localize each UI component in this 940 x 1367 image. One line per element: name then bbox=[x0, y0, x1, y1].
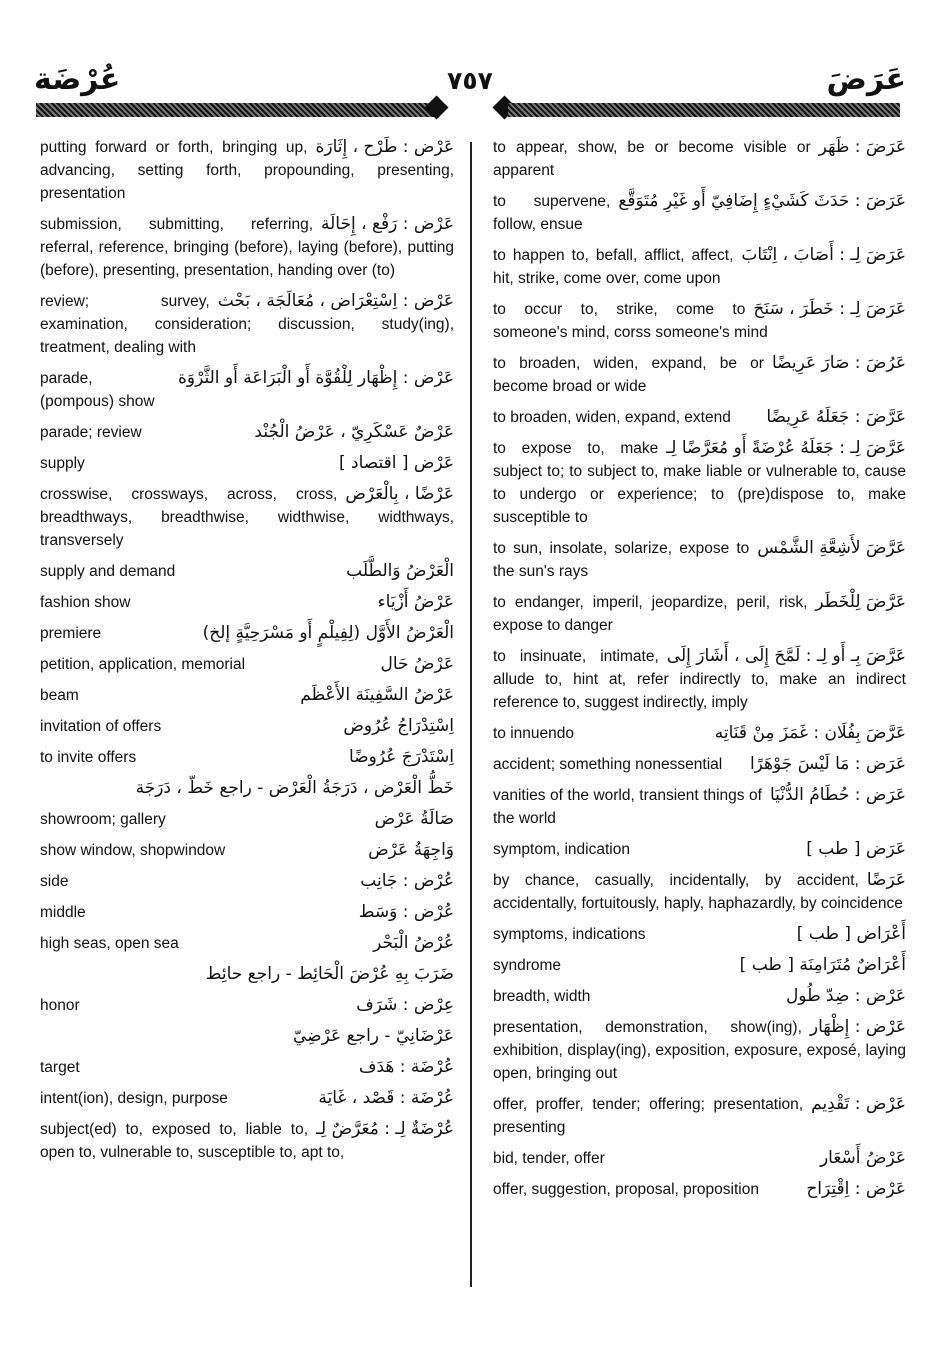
entry-arabic: عَرَضَ لِـ : أَصَابَ ، اِنْتَابَ bbox=[741, 245, 906, 265]
dictionary-entry bbox=[493, 298, 906, 344]
entry-arabic: عَرْضُ حَال bbox=[380, 654, 454, 674]
entry-english: to appear, show, be or become visible or apparent bbox=[493, 139, 811, 179]
dictionary-entry bbox=[40, 367, 454, 413]
entry-arabic: عِرْض : شَرَف bbox=[356, 995, 454, 1015]
entry-english: supply bbox=[40, 455, 85, 472]
dictionary-entry bbox=[493, 954, 906, 977]
entry-arabic: عَرْضُ السَّفِينَة الأَعْظَم bbox=[300, 685, 454, 705]
entry-arabic: عَرْضَانِيّ - راجع عَرْضِيّ bbox=[292, 1026, 454, 1046]
entry-arabic: الْعَرْضُ الأَوَّل (لِفِيلْمٍ أَو مَسْرَحِيَّةٍ إلخ) bbox=[202, 623, 454, 643]
entry-english: subject(ed) to, exposed to, liable to, open to, vulnerable to, susceptible to, apt to, bbox=[40, 1121, 345, 1161]
entry-english: showroom; gallery bbox=[40, 811, 166, 828]
dictionary-entry bbox=[493, 1178, 906, 1201]
entry-arabic: عَرْض : إِظْهَار bbox=[809, 1017, 906, 1037]
dictionary-entry bbox=[40, 653, 454, 676]
header-rule-right bbox=[508, 103, 900, 117]
dictionary-entry bbox=[40, 994, 454, 1017]
dictionary-entry bbox=[40, 483, 454, 552]
dictionary-entry bbox=[40, 290, 454, 359]
entry-english: vanities of the world, transient things of the world bbox=[493, 787, 762, 827]
entry-arabic: الْعَرْضُ وَالطَّلَب bbox=[346, 561, 454, 581]
dictionary-entry bbox=[40, 777, 454, 800]
entry-arabic: عَرَّضَ : جَعَلَهُ عَرِيضًا bbox=[766, 407, 906, 427]
entry-english: honor bbox=[40, 997, 80, 1014]
entry-english: submission, submitting, referring, referral, reference, bringing (before), laying (before), putting (before), presenting, presentation, handing over (to) bbox=[40, 216, 454, 279]
entry-arabic: عَرَّضَ لِلْخَطَر bbox=[815, 592, 906, 612]
entry-arabic: عَرَّضَ بِفُلَان : غَمَزَ مِنْ قَنَاتِه bbox=[714, 723, 906, 743]
dictionary-entry bbox=[493, 352, 906, 398]
dictionary-entry bbox=[493, 753, 906, 776]
right-column bbox=[493, 136, 906, 1209]
dictionary-entry bbox=[40, 870, 454, 893]
entry-english: to insinuate, intimate, allude to, hint at, refer indirectly to, make an indirect reference to, suggest indirectly, imply bbox=[493, 648, 906, 711]
entry-english: syndrome bbox=[493, 957, 562, 974]
entry-english: presentation, demonstration, show(ing), exhibition, display(ing), exposition, exposure, exposé, laying open, bringing out bbox=[493, 1019, 906, 1082]
entry-english: middle bbox=[40, 904, 86, 921]
entry-english: show window, shopwindow bbox=[40, 842, 226, 859]
entry-english: premiere bbox=[40, 625, 102, 642]
entry-arabic: عَرَض : حُطَامُ الدُّنْيَا bbox=[769, 785, 906, 805]
entry-arabic: عَرَضَ : حَدَثَ كَشَيْءٍ إِضَافِيّ أَو غَيْرِ مُتَوَقَّع bbox=[618, 191, 906, 211]
entry-arabic: اِسْتِدْرَاجُ عُرُوض bbox=[343, 716, 454, 736]
entry-english: offer, proffer, tender; offering; presentation, presenting bbox=[493, 1096, 804, 1136]
entry-arabic: عَرَّضَ لأَشِعَّةِ الشَّمْس bbox=[757, 538, 906, 558]
dictionary-entry bbox=[493, 869, 906, 915]
dictionary-entry bbox=[40, 622, 454, 645]
dictionary-entry bbox=[493, 437, 906, 529]
entry-arabic: عَرْض : طَرْح ، إِثَارَة bbox=[315, 137, 454, 157]
dictionary-entry bbox=[493, 1093, 906, 1139]
entry-arabic: عَرْض : رَفْع ، إِحَالَة bbox=[321, 214, 454, 234]
entry-english: intent(ion), design, purpose bbox=[40, 1090, 228, 1107]
entry-english: parade, (pompous) show bbox=[40, 370, 155, 410]
entry-arabic: عُرْضُ الْبَحْر bbox=[373, 933, 454, 953]
dictionary-entry bbox=[40, 839, 454, 862]
entry-arabic: عَرْضٌ عَسْكَرِيّ ، عَرْضُ الْجُنْد bbox=[254, 422, 454, 442]
dictionary-entry bbox=[493, 406, 906, 429]
entry-english: side bbox=[40, 873, 69, 890]
entry-english: high seas, open sea bbox=[40, 935, 179, 952]
header-rule-left bbox=[36, 103, 434, 117]
entry-english: review; survey, examination, consideration; discussion, study(ing), treatment, dealing with bbox=[40, 293, 454, 356]
entry-english: to broaden, widen, expand, be or become broad or wide bbox=[493, 355, 764, 395]
dictionary-entry bbox=[40, 746, 454, 769]
dictionary-entry bbox=[40, 715, 454, 738]
entry-english: to innuendo bbox=[493, 725, 575, 742]
dictionary-entry bbox=[493, 190, 906, 236]
dictionary-entry bbox=[40, 1118, 454, 1164]
entry-arabic: عَرَضًا bbox=[866, 870, 906, 890]
entry-english: offer, suggestion, proposal, proposition bbox=[493, 1181, 759, 1198]
entry-arabic: عَرَضَ لِـ : خَطَرَ ، سَنَحَ bbox=[753, 299, 906, 319]
entry-arabic: عَرَّضَ لِـ : جَعَلَهُ عُرْضَةً أَو مُعَرَّضًا لِـ bbox=[666, 438, 906, 458]
header-guide-word-right: عَرَضَ bbox=[826, 62, 906, 97]
entry-english: to endanger, imperil, jeopardize, peril, risk, expose to danger bbox=[493, 594, 808, 634]
entry-english: by chance, casually, incidentally, by accident, accidentally, fortuitously, haply, haphazardly, by coincidence bbox=[493, 872, 903, 912]
dictionary-entry bbox=[493, 136, 906, 182]
dictionary-entry bbox=[493, 591, 906, 637]
entry-arabic: عُرْضَة : قَصْد ، غَايَة bbox=[318, 1088, 454, 1108]
entry-arabic: عُرْضَة : هَدَف bbox=[358, 1057, 454, 1077]
left-column bbox=[40, 136, 454, 1172]
dictionary-entry bbox=[40, 421, 454, 444]
entry-english: to invite offers bbox=[40, 749, 137, 766]
dictionary-entry bbox=[40, 1056, 454, 1079]
entry-english: target bbox=[40, 1059, 80, 1076]
entry-arabic: عَرْض : اِسْتِعْرَاض ، مُعَالَجَة ، بَحْث bbox=[217, 291, 454, 311]
entry-arabic: عَرَضَ : ظَهَر bbox=[818, 137, 906, 157]
entry-english: bid, tender, offer bbox=[493, 1150, 605, 1167]
entry-arabic: ضَرَبَ بِهِ عُرْضَ الْحَائِط - راجع حائِط bbox=[205, 964, 454, 984]
entry-arabic: عُرْضَةٌ لِـ : مُعَرَّضٌ لِـ bbox=[316, 1119, 454, 1139]
entry-arabic: عَرْضُ أَسْعَار bbox=[819, 1148, 906, 1168]
entry-arabic: عَرَّضَ بِـ أَو لِـ : لَمَّحَ إِلَى ، أَشَارَ إِلَى bbox=[666, 646, 906, 666]
entry-english: symptoms, indications bbox=[493, 926, 646, 943]
dictionary-entry bbox=[493, 985, 906, 1008]
dictionary-entry bbox=[40, 1025, 454, 1048]
dictionary-entry bbox=[40, 901, 454, 924]
entry-english: to occur to, strike, come to someone's mind, corss someone's mind bbox=[493, 301, 768, 341]
entry-arabic: صَالَةُ عَرْض bbox=[374, 809, 454, 829]
entry-english: invitation of offers bbox=[40, 718, 162, 735]
dictionary-entry bbox=[40, 963, 454, 986]
dictionary-entry bbox=[493, 244, 906, 290]
entry-arabic: وَاجِهَةُ عَرْض bbox=[368, 840, 454, 860]
entry-english: to expose to, make subject to; to subject to, make liable or vulnerable to, cause to undergo or experience; to (pre)dispose to, make susceptible to bbox=[493, 440, 906, 526]
dictionary-entry bbox=[40, 808, 454, 831]
dictionary-entry bbox=[493, 923, 906, 946]
dictionary-entry bbox=[40, 560, 454, 583]
dictionary-entry bbox=[40, 684, 454, 707]
entry-arabic: عَرْض : ضِدّ طُول bbox=[785, 986, 906, 1006]
entry-english: to supervene, follow, ensue bbox=[493, 193, 611, 233]
entry-english: putting forward or forth, bringing up, advancing, setting forth, propounding, presenting, presentation bbox=[40, 139, 454, 202]
entry-arabic: عَرُضَ : صَارَ عَرِيضًا bbox=[771, 353, 906, 373]
entry-english: crosswise, crossways, across, cross, breadthways, breadthwise, widthwise, widthways, transversely bbox=[40, 486, 454, 549]
entry-arabic: اِسْتَدْرَجَ عُرُوضًا bbox=[349, 747, 454, 767]
entry-arabic: عَرْض : إِظْهَار لِلْقُوَّة أَو الْبَرَاعَة أَو الثَّرْوَة bbox=[178, 368, 454, 388]
entry-english: to sun, insolate, solarize, expose to the sun's rays bbox=[493, 540, 750, 580]
entry-arabic: عَرَض : مَا لَيْسَ جَوْهَرًا bbox=[749, 754, 906, 774]
entry-arabic: عَرَض [ طب ] bbox=[806, 839, 906, 859]
entry-arabic: عَرْض : اِقْتِرَاح bbox=[806, 1179, 906, 1199]
dictionary-entry bbox=[493, 537, 906, 583]
entry-english: accident; something nonessential bbox=[493, 756, 723, 773]
entry-english: breadth, width bbox=[493, 988, 591, 1005]
dictionary-entry bbox=[40, 591, 454, 614]
entry-arabic: عُرْض : وَسَط bbox=[358, 902, 454, 922]
dictionary-entry bbox=[40, 1087, 454, 1110]
dictionary-entry bbox=[40, 213, 454, 282]
entry-english: beam bbox=[40, 687, 79, 704]
entry-arabic: أَعْرَاض [ طب ] bbox=[796, 924, 906, 944]
header-guide-word-left: عُرْضَة bbox=[34, 62, 121, 97]
entry-english: to broaden, widen, expand, extend bbox=[493, 409, 731, 426]
dictionary-entry bbox=[493, 1016, 906, 1085]
entry-english: petition, application, memorial bbox=[40, 656, 246, 673]
entry-english: fashion show bbox=[40, 594, 131, 611]
dictionary-entry bbox=[493, 722, 906, 745]
entry-english: supply and demand bbox=[40, 563, 176, 580]
entry-arabic: عَرْض : تَقْدِيم bbox=[811, 1094, 906, 1114]
entry-arabic: أَعْرَاضٌ مُتَرَامِنَة [ طب ] bbox=[739, 955, 906, 975]
entry-english: to happen to, befall, afflict, affect, hit, strike, come over, come upon bbox=[493, 247, 734, 287]
page-number: ٧٥٧ bbox=[447, 66, 493, 95]
entry-arabic: عَرْض [ اقتصاد ] bbox=[338, 453, 454, 473]
column-divider bbox=[470, 142, 472, 1287]
entry-arabic: خَطُّ الْعَرْض ، دَرَجَةُ الْعَرْض - راجع خَطّ ، دَرَجَة bbox=[135, 778, 454, 798]
entry-arabic: عَرْضُ أَزْيَاء bbox=[377, 592, 454, 612]
dictionary-entry bbox=[493, 838, 906, 861]
dictionary-entry bbox=[493, 1147, 906, 1170]
entry-english: parade; review bbox=[40, 424, 142, 441]
dictionary-entry bbox=[40, 452, 454, 475]
entry-arabic: عَرْضًا ، بِالْعَرْض bbox=[345, 484, 454, 504]
dictionary-entry bbox=[40, 136, 454, 205]
entry-arabic: عُرْض : جَانِب bbox=[360, 871, 454, 891]
entry-english: symptom, indication bbox=[493, 841, 630, 858]
dictionary-entry bbox=[493, 784, 906, 830]
dictionary-entry bbox=[493, 645, 906, 714]
dictionary-entry bbox=[40, 932, 454, 955]
